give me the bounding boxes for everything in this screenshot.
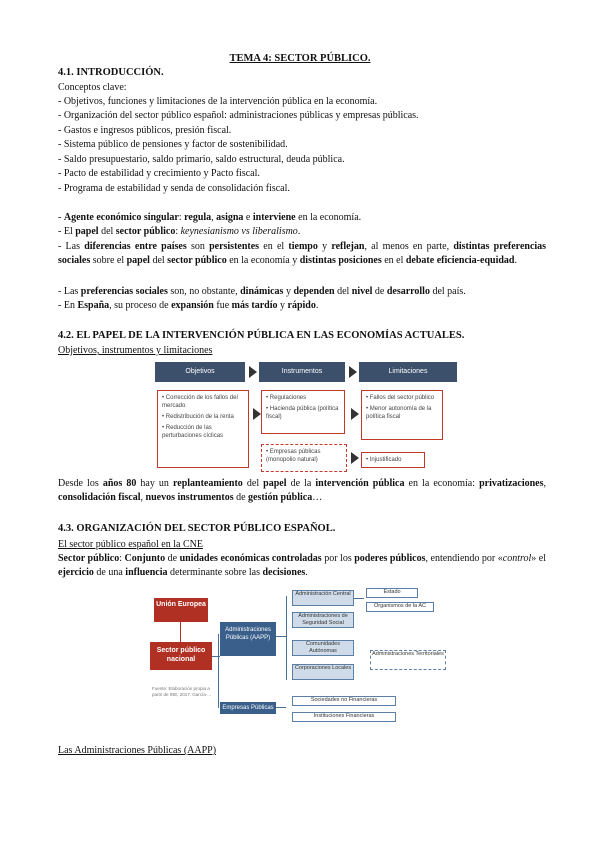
paragraph-replanteamiento: Desde los años 80 hay un replanteamiento del papel de la intervención pública en la economía: privatizaciones, consolidación fiscal, nuevos instrumentos de gestión pública…	[58, 478, 546, 504]
header-limitaciones: Limitaciones	[359, 362, 457, 382]
list-item: • Reducción de las perturbaciones cíclicas	[162, 425, 224, 439]
box-objetivos	[157, 390, 249, 468]
node-corporaciones-locales: Corporaciones Locales	[292, 664, 354, 680]
concept-item: - Pacto de estabilidad y crecimiento y Pacto fiscal.	[58, 168, 260, 179]
concept-item: - Gastos e ingresos públicos, presión fiscal.	[58, 125, 232, 136]
concepts-label: Conceptos clave:	[58, 82, 127, 93]
header-objetivos: Objetivos	[155, 362, 245, 382]
page-title: TEMA 4: SECTOR PÚBLICO.	[229, 53, 371, 64]
section-heading-4-3: 4.3. ORGANIZACIÓN DEL SECTOR PÚBLICO ESPAÑOL.	[58, 523, 336, 534]
node-estado: Estado	[366, 588, 418, 598]
bullet-papel: - El papel del sector público: keynesianismo vs liberalismo.	[58, 226, 301, 237]
node-admin-central: Administración Central	[292, 590, 354, 606]
arrow-icon	[253, 408, 261, 420]
concept-item: - Objetivos, funciones y limitaciones de la intervención pública en la economía.	[58, 96, 378, 107]
arrow-icon	[351, 452, 359, 464]
list-item: • Empresas públicas (monopolio natural)	[266, 449, 321, 463]
node-empresas-publicas: Empresas Públicas	[220, 702, 276, 714]
arrow-icon	[349, 366, 357, 378]
paragraph-sector-publico: Sector público: Conjunto de unidades económicas controladas por los poderes públicos, entendiendo por «control» el ejercicio de una influencia determinante sobre las decisiones.	[58, 553, 547, 579]
concept-item: - Organización del sector público español: administraciones públicas y empresas públicas.	[58, 110, 419, 121]
node-admin-territoriales: Administraciones Territoriales	[370, 650, 446, 670]
node-seguridad-social: Administraciones de Seguridad Social	[292, 612, 354, 628]
bullet-agente: - Agente económico singular: regula, asigna e interviene en la economía.	[58, 212, 362, 223]
node-instituciones-financieras: Instituciones Financieras	[292, 712, 396, 722]
bullet-espana: - En España, su proceso de expansión fue más tardío y rápido.	[58, 300, 319, 311]
box-empresas-publicas	[261, 444, 347, 472]
list-item: • Menor autonomía de la política fiscal	[366, 406, 432, 420]
list-item: • Redistribución de la renta	[162, 414, 234, 420]
arrow-icon	[351, 408, 359, 420]
box-instrumentos	[261, 390, 345, 434]
subheading-cne: El sector público español en la CNE	[58, 539, 203, 550]
diagram-source-note: Fuente: Elaboración propia a partir de INE, 2017. García-...	[152, 686, 212, 697]
concept-item: - Saldo presupuestario, saldo primario, saldo estructural, deuda pública.	[58, 154, 345, 165]
node-ccaa: Comunidades Autónomas	[292, 640, 354, 656]
bullet-diferencias: - Las diferencias entre países son persistentes en el tiempo y reflejan, al menos en parte, distintas preferencias sociales sobre el papel del sector público en la economía y distintas posiciones en el debate eficiencia-equidad.	[58, 241, 547, 267]
bullet-preferencias: - Las preferencias sociales son, no obstante, dinámicas y dependen del nivel de desarrollo del país.	[58, 286, 466, 297]
list-item: • Fallos del sector público	[366, 395, 435, 401]
node-sociedades-no-financieras: Sociedades no Financieras	[292, 696, 396, 706]
section-heading-4-1: 4.1. INTRODUCCIÓN.	[58, 67, 164, 78]
list-item: • Regulaciones	[266, 395, 307, 401]
node-sector-publico-nacional: Sector público nacional	[150, 642, 212, 670]
list-item: • Hacienda pública (política fiscal)	[266, 406, 339, 420]
header-instrumentos: Instrumentos	[259, 362, 345, 382]
subheading-objetivos: Objetivos, instrumentos y limitaciones	[58, 345, 213, 356]
subheading-aapp: Las Administraciones Públicas (AAPP)	[58, 745, 217, 756]
box-injustificado: • Injustificado	[361, 452, 425, 468]
box-limitaciones	[361, 390, 443, 440]
node-organismos-ac: Organismos de la AC	[366, 602, 434, 612]
node-union-europea: Unión Europea	[154, 598, 208, 622]
list-item: • Corrección de los fallos del mercado	[162, 395, 238, 409]
arrow-icon	[249, 366, 257, 378]
node-aapp: Administraciones Públicas (AAPP)	[220, 622, 276, 656]
diagram-organizacion	[150, 586, 450, 736]
concept-item: - Sistema público de pensiones y factor de sostenibilidad.	[58, 139, 288, 150]
diagram-intervencion	[155, 362, 457, 480]
section-heading-4-2: 4.2. EL PAPEL DE LA INTERVENCIÓN PÚBLICA EN LAS ECONOMÍAS ACTUALES.	[58, 330, 465, 341]
concept-item: - Programa de estabilidad y senda de consolidación fiscal.	[58, 183, 290, 194]
